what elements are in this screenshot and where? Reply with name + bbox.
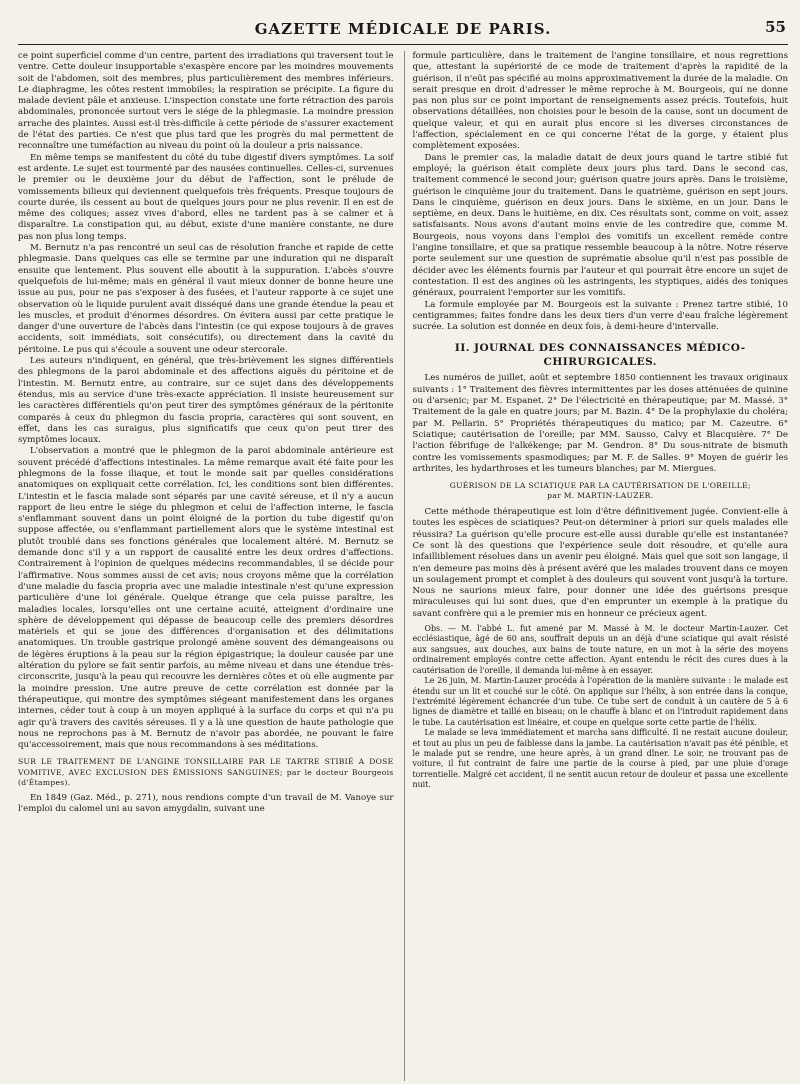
columns (18, 51, 788, 1081)
right-column (404, 51, 789, 1081)
paragraph: La formule employée par M. Bourgeois est la suivante : Prenez tartre stibié, 10 centigrammes; faites fondre dans les deux tiers d'un verre d'eau fraîche légèrement sucrée. La solution est donnée en deux fois, à demi-heure d'intervalle. (412, 299, 788, 333)
paragraph: M. Bernutz n'a pas rencontré un seul cas de résolution franche et rapide de cette phlegmasie. Dans quelques cas elle se termine par une induration qui ne disparaît ensuite que lentement. Plus souvent elle aboutit à la suppuration. L'abcès s'ouvre quelquefois de lui-même; mais en général il vaut mieux donner de bonne heure une issue au pus, pour ne pas s'exposer à des fusées, et l'auteur rapporte à ce sujet une observation où le liquide purulent avait disséqué dans une grande étendue la peau et les muscles, et produit d'énormes désordres. On évitera aussi par cette pratique le danger d'une ouverture de l'abcès dans l'intestin (ce qui expose toujours à de graves accidents, soit immédiats, soit consécutifs), ou directement dans la cavité du péritoine. Le pus qui s'écoule a souvent une odeur stercorale. (18, 243, 394, 355)
paragraph: En 1849 (Gaz. Méd., p. 271), nous rendions compte d'un travail de M. Vanoye sur l'emploi du calomel uni au savon amygdalin, suivant une (18, 792, 394, 815)
left-column (18, 51, 394, 1081)
observation-paragraph: Le malade se leva immédiatement et marcha sans difficulté. Il ne restait aucune douleur, et tout au plus un peu de faiblesse dans la jambe. La cautérisation n'avait pas été pénible, et le malade put se rendre, une heure après, à un grand dîner. Le soir, ne trouvant pas de voiture, il fut contraint de faire une partie de la course à pied, par une pluie d'orage torrentielle. Malgré cet accident, il ne sentit aucun retour de douleur et passa une excellente nuit. (412, 728, 788, 790)
observation-paragraph: Le 26 juin, M. Martin-Lauzer procéda à l'opération de la manière suivante : le malade est étendu sur un lit et couché sur le côté. On applique sur l'hélix, à son entrée dans la conque, l'extrémité légèrement échancrée d'un tube. Ce tube sert de conduit à un cautère de 5 à 6 lignes de diamètre et taillé en biseau; on le chauffe à blanc et on l'introduit rapidement dans le tube. La cautérisation est linéaire, et coupe en quelque sorte cette partie de l'hélix. (412, 676, 788, 727)
paragraph: L'observation a montré que le phlegmon de la paroi abdominale antérieure est souvent précédé d'affections intestinales. La même remarque avait été faite pour les phlegmons de la fosse iliaque, et tout le monde sait par quelles considérations anatomiques on expliquait cette corrélation. Ici, les conditions sont bien différentes. L'intestin et le fascia malade sont séparés par une cavité séreuse, et il n'y a aucun rapport de lieu entre le siége du phlegmon et celui de l'affection interne, le fascia s'enflammant souvent dans un point éloigné de la portion du tube digestif qu'on suppose affectée, ou s'enflammant partiellement alors que le système intestinal est plutôt troublé dans ses fonctions générales que localement altéré. M. Bernutz se demande donc s'il y a un rapport de causalité entre les deux ordres d'affections. Contrairement à l'opinion de quelques médecins recommandables, il se décide pour l'affirmative. Nous sommes aussi de cet avis; nous croyons même que la corrélation d'une maladie du fascia propria avec une maladie intestinale n'est qu'une expression particulière d'une loi générale. Quelque étrange que cela puisse paraître, les maladies locales, lorsqu'elles ont une certaine acuité, atteignent d'ordinaire une sphère de développement qui dépasse de beaucoup celle des premiers désordres matériels et qui se joue des différences d'organisation et des délimitations anatomiques. Un trouble gastrique prolongé amène souvent des démangeaisons ou de légères éruptions à la peau sur la région épigastrique; la douleur causée par une altération du pylore se fait sentir parfois, au même niveau et dans une étendue très-circonscrite, jusqu'à la peau qui recouvre les dernières côtes et où elle augmente par la moindre pression. Une autre preuve de cette corrélation est donnée par la thérapeutique, qui montre des symptômes siégeant manifestement dans les organes internes, céder tout à coup à un moyen appliqué à la surface du corps et qui n'a pu agir qu'à travers des cavités séreuses. Il y a là une question de haute pathologie que nous ne reprochons pas à M. Bernutz de n'avoir pas abordée, ne pouvant le faire qu'accessoirement, mais que nous recommandons à ses méditations. (18, 446, 394, 751)
paragraph: formule particulière, dans le traitement de l'angine tonsillaire, et nous regrettions que, attestant la supériorité de ce mode de traitement d'après la rapidité de la guérison, il n'eût pas spécifié au moins approximativement la durée de la maladie. On serait presque en droit d'adresser le même reproche à M. Bourgeois, qui ne donne pas non plus sur ce point important de renseignements assez précis. Toutefois, huit observations détaillées, non choisies pour le besoin de la cause, sont un document de quelque valeur, et qui en aurait plus encore si les diverses circonstances de l'affection, spécialement en ce qui concerne l'état de la gorge, y étaient plus complètement exposées. (412, 51, 788, 152)
section-heading: II. JOURNAL DES CONNAISSANCES MÉDICO-CHIRURGICALES. (454, 342, 746, 369)
page-number: 55 (765, 18, 786, 36)
observation-paragraph: Obs. — M. l'abbé L. fut amené par M. Massé à M. le docteur Martin-Lauzer. Cet ecclésiastique, âgé de 60 ans, souffrait depuis un an déjà d'une sciatique qui avait résisté aux sangsues, aux douches, aux bains de toute nature, en un mot à la série des moyens ordinairement employés contre cette affection. Ayant entendu le récit des cures dues à la cautérisation de l'oreille, il demanda lui-même à en essayer. (412, 624, 788, 675)
article-heading-title: GUÉRISON DE LA SCIATIQUE PAR LA CAUTÉRISATION DE L'OREILLE; (449, 481, 751, 491)
paragraph: ce point superficiel comme d'un centre, partent des irradiations qui traversent tout le ventre. Cette douleur insupportable s'exaspère encore par les moindres mouvements soit de l'abdomen, soit des membres, plus particulièrement des membres inférieurs. Le diaphragme, les côtes restent immobiles; la respiration se précipite. La figure du malade devient pâle et anxieuse. L'inspection constate une forte rétraction des parois abdominales, prononcée surtout vers le siége de la phlegmasie. La moindre pression arrache des plaintes. Aussi est-il très-difficile à cette période de s'assurer exactement de l'état des parties. Ce n'est que plus tard que les progrès du mal permettent de reconnaître une tuméfaction au niveau du point où la douleur a pris naissance. (18, 51, 394, 152)
paragraph: Cette méthode thérapeutique est loin d'être définitivement jugée. Convient-elle à toutes les espèces de sciatiques? Peut-on déterminer à priori sur quels malades elle réussira? La guérison qu'elle procure est-elle aussi durable qu'elle est instantanée? Ce sont là des questions que l'expérience seule doit résoudre, et qu'elle aura infailliblement résolues dans un avenir peu éloigné. Mais quel que soit son langage, il n'en demeure pas moins dès à présent avéré que les malades trouvent dans ce moyen un soulagement prompt et complet à des douleurs qui souvent vont jusqu'à la torture. Nous ne saurions mieux faire, pour donner une idée des guérisons presque miraculeuses qui lui sont dues, que d'en emprunter un exemple à la pratique du savant confrère qui a le premier mis en honneur ce précieux agent. (412, 507, 788, 619)
paragraph: Les auteurs n'indiquent, en général, que très-brièvement les signes différentiels des phlegmons de la paroi abdominale et des affections aiguës du péritoine et de l'intestin. M. Bernutz entre, au contraire, sur ce sujet dans des développements étendus, mis au service d'une très-exacte appréciation. Il insiste heureusement sur les caractères différentiels qu'on peut tirer des symptômes généraux de la péritonite comparés à ceux du phlegmon du fascia propria, caractères qui sont souvent, en effet, dans les cas suraigus, plus significatifs que ceux qu'on peut tirer des symptômes locaux. (18, 356, 394, 446)
journal-title: GAZETTE MÉDICALE DE PARIS. (254, 20, 552, 38)
paragraph: Dans le premier cas, la maladie datait de deux jours quand le tartre stibié fut employé; la guérison était complète deux jours plus tard. Dans le second cas, traitement commencé le second jour; guérison quatre jours après. Dans le troisième, guérison le cinquième jour du traitement. Dans le quatrième, guérison en sept jours. Dans le cinquième, guérison en deux jours. Dans le sixième, en un jour. Dans le septième, en deux. Dans le huitième, en dix. Ces résultats sont, comme on voit, assez satisfaisants. Nous avons d'autant moins envie de les contredire que, comme M. Bourgeois, nous voyons dans l'emploi des vomitifs un excellent remède contre l'angine tonsillaire, et que sa pratique ressemble beaucoup à la nôtre. Notre réserve porte seulement sur une question de suprématie absolue qu'il n'est pas possible de décider avec les éléments fournis par l'auteur et qui pourrait être encore un sujet de contestation. Il est des angines où les astringents, les styptiques, aidés des toniques généraux, pourraient l'emporter sur les vomitifs. (412, 152, 788, 299)
paragraph: En même temps se manifestent du côté du tube digestif divers symptômes. La soif est ardente. Le sujet est tourmenté par des nausées continuelles. Celles-ci, survenues le premier ou le deuxième jour du début de l'affection, sont le prélude de vomissements bilieux qui deviennent quelquefois très fréquents. Presque toujours de courte durée, ils cessent au bout de quelques jours pour ne plus revenir. Il en est de même des coliques; assez vives d'abord, elles ne tardent pas à se calmer et à disparaître. La constipation qui, au début, existe d'une manière constante, ne dure pas non plus long temps. (18, 152, 394, 242)
article-heading: SUR LE TRAITEMENT DE L'ANGINE TONSILLAIRE PAR LE TARTRE STIBIÉ A DOSE VOMITIVE, AVEC EXCLUSION DES ÉMISSIONS SANGUINES; par le docteur Bourgeois (d'Étampes). (18, 757, 394, 788)
paragraph: Les numéros de juillet, août et septembre 1850 contiennent les travaux originaux suivants : 1° Traitement des fièvres intermittentes par les doses atténuées de quinine ou d'arsenic; par M. Espanet. 2° De l'électricité en thérapeutique; par M. Massé. 3° Traitement de la gale en quatre jours; par M. Bazin. 4° De la prophylaxie du choléra; par M. Pellarin. 5° Propriétés thérapeutiques du matico; par M. Cazeutre. 6° Sciatique; cautérisation de l'oreille; par MM. Sausso, Calvy et Blacquière. 7° De l'action fébrifuge de l'alkékenge; par M. Gendron. 8° Du sous-nitrate de bismuth contre les vomissements spasmodiques; par M. F. de Salles. 9° Moyen de guérir les arthrites, les hydarthroses et les tumeurs blanches; par M. Miergues. (412, 373, 788, 474)
masthead (18, 14, 788, 45)
article-byline: par M. MARTIN-LAUZER. (547, 491, 654, 501)
article-heading (413, 481, 789, 501)
